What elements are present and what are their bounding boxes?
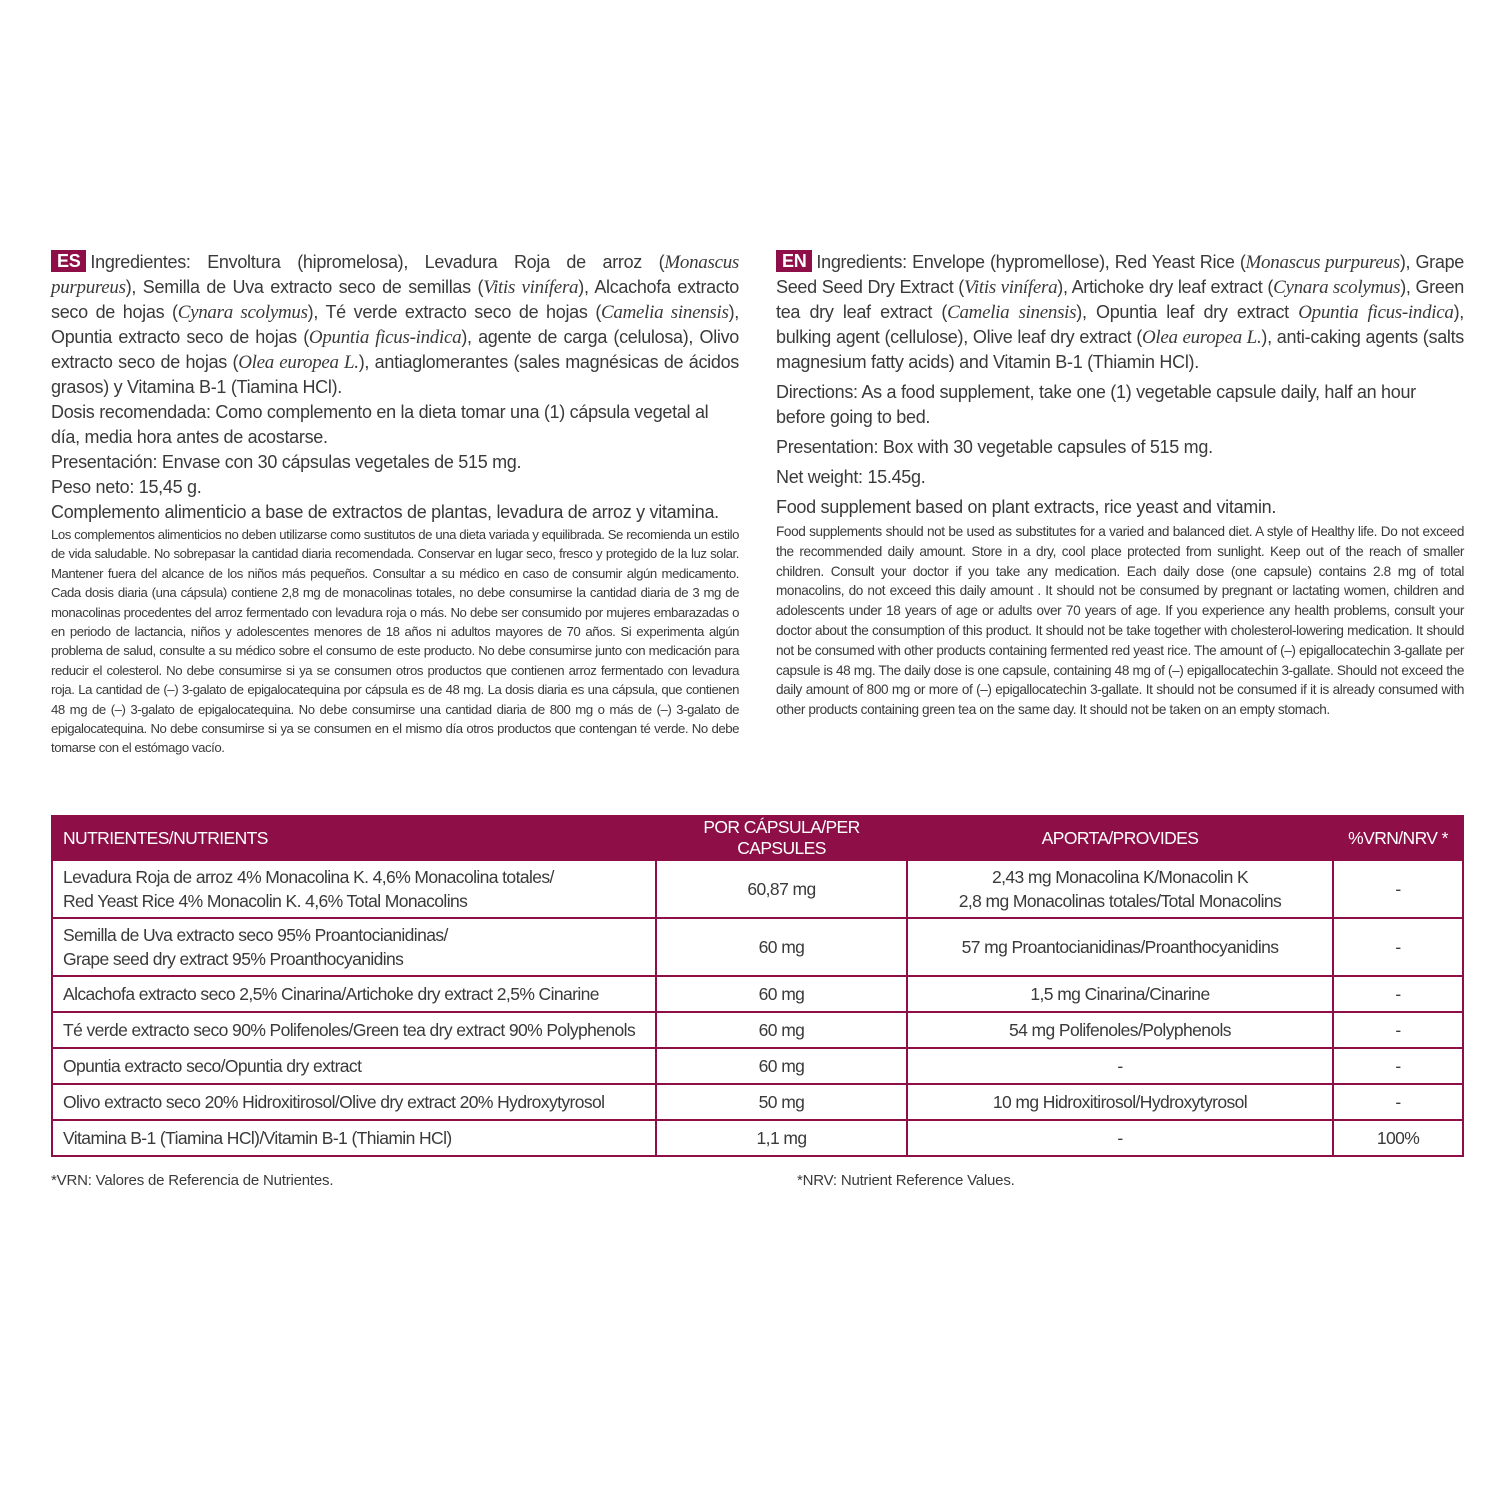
table-row bbox=[52, 918, 1463, 976]
es-dosage: Dosis recomendada: Como complemento en la dieta tomar una (1) cápsula vegetal al día, media hora antes de acostarse. bbox=[51, 402, 709, 447]
en-presentation: Presentation: Box with 30 vegetable capsules of 515 mg. bbox=[776, 437, 1213, 457]
provides-cell bbox=[907, 1012, 1333, 1048]
ingredient-text: ), bulking agent (cellulose), Olive leaf dry extract ( bbox=[776, 302, 1464, 347]
en-ingredients-text bbox=[776, 252, 1464, 372]
header-nutrients: NUTRIENTES/NUTRIENTS bbox=[52, 816, 656, 860]
table-row bbox=[52, 1012, 1463, 1048]
species-name: Cynara scolymus bbox=[1273, 277, 1401, 298]
nutrient-cell-line: Alcachofa extracto seco 2,5% Cinarina/Artichoke dry extract 2,5% Cinarine bbox=[63, 984, 599, 1004]
en-badge: EN bbox=[776, 250, 812, 272]
nutrient-cell-line: Olivo extracto seco 20% Hidroxitirosol/Olive dry extract 20% Hydroxytyrosol bbox=[63, 1092, 605, 1112]
per-capsule-cell: 60 mg bbox=[656, 976, 907, 1012]
provides-cell bbox=[907, 860, 1333, 918]
nrv-cell: - bbox=[1333, 976, 1463, 1012]
es-description: Complemento alimenticio a base de extractos de plantas, levadura de arroz y vitamina. bbox=[51, 502, 719, 522]
ingredient-text: ), Grape Seed Seed Dry Extract ( bbox=[776, 252, 1464, 297]
species-name: Monascus purpureus bbox=[1245, 252, 1400, 273]
es-presentation: Presentación: Envase con 30 cápsulas vegetales de 515 mg. bbox=[51, 452, 522, 472]
ingredient-text: ), Opuntia extracto seco de hojas ( bbox=[51, 302, 739, 347]
table-row bbox=[52, 1048, 1463, 1084]
per-capsule-cell: 60 mg bbox=[656, 918, 907, 976]
en-net-weight: Net weight: 15.45g. bbox=[776, 467, 926, 487]
nutrient-cell-line: Semilla de Uva extracto seco 95% Proantocianidinas/ bbox=[63, 925, 448, 945]
nutrient-cell bbox=[52, 1084, 656, 1120]
es-warnings: Los complementos alimenticios no deben utilizarse como sustitutos de una dieta variada y equilibrada. Se recomienda un estilo de vida saludable. No sobrepasar la cantidad diaria recomendada. Conservar en lugar seco, fresco y protegido de la luz solar. Mantener fuera del alcance de los niños más pequeños. Consultar a su médico en caso de consumir algún medicamento. Cada dosis diaria (una cápsula) contiene 2,8 mg de monacolinas totales, no debe consumirse la cantidad diaria de 3 mg de monacolinas procedentes del arroz fermentado con levadura roja o más. No debe ser consumido por mujeres embarazadas o en periodo de lactancia, niños y adolescentes menores de 18 años ni adultos mayores de 70 años. Si experimenta algún problema de salud, consulte a su médico sobre el consumo de este producto. No debe consumirse junto con medicación para reducir el colesterol. No debe consumirse si ya se consumen otros productos que contienen arroz fermentado con levadura roja. La cantidad de (–) 3-galato de epigalocatequina por cápsula es de 48 mg. La dosis diaria es una cápsula, que contienen 48 mg de (–) 3-galato de epigalocatequina. No debe consumirse una cantidad diaria de 800 mg o más de (–) 3-galato de epigalocatequina. No debe consumirse si ya se consumen en el mismo día otros productos que contengan té verde. No debe tomarse con el estómago vacío. bbox=[51, 527, 739, 756]
table-header-row bbox=[52, 816, 1463, 860]
nutrient-cell bbox=[52, 1120, 656, 1156]
species-name: Monascus purpureus bbox=[51, 252, 739, 298]
nutrient-cell bbox=[52, 1012, 656, 1048]
species-name: Olea europea L. bbox=[1141, 327, 1262, 348]
es-footnote: *VRN: Valores de Referencia de Nutrientes. bbox=[51, 1172, 334, 1189]
en-warnings: Food supplements should not be used as substitutes for a varied and balanced diet. A style of Healthy life. Do not exceed the recommended daily amount. Store in a dry, cool place protected from sunlight. Keep out of the reach of smaller children. Consult your doctor if you take any medication. Each daily dose (one capsule) contains 2.8 mg of total monacolins, do not exceed this daily amount . It should not be consumed by pregnant or lactating women, children and adolescents under 18 years of age or adults over 70 years of age. If you experience any health problems, consult your doctor about the consumption of this product. It should not be take together with cholesterol-lowering medication. It should not be consumed with other products containing fermented red yeast rice. The amount of (–) epigallocatechin 3-gallate per capsule is 48 mg. The daily dose is one capsule, containing 48 mg of (–) epigallocatechin 3-gallate. Should not exceed the daily amount of 800 mg or more of (–) epigallocatechin 3-gallate. It should not be consumed if it is already consumed with other products containing green tea on the same day. It should not be taken on an empty stomach. bbox=[776, 524, 1464, 718]
ingredient-text: ), anti-caking agents (salts magnesium fatty acids) and Vitamin B-1 (Thiamin HCl). bbox=[776, 327, 1465, 372]
provides-cell-line: 54 mg Polifenoles/Polyphenols bbox=[1009, 1020, 1231, 1040]
table-row bbox=[52, 1084, 1463, 1120]
nutrient-cell bbox=[52, 918, 656, 976]
provides-cell-line: - bbox=[1117, 1056, 1123, 1076]
ingredient-text: ), agente de carga (celulosa), Olivo extracto seco de hojas ( bbox=[51, 327, 740, 372]
header-per-capsule: POR CÁPSULA/PER CAPSULES bbox=[656, 816, 907, 860]
provides-cell-line: 10 mg Hidroxitirosol/Hydroxytyrosol bbox=[992, 1092, 1248, 1112]
ingredient-text: ), Green tea dry leaf extract ( bbox=[776, 277, 1465, 322]
species-name: Opuntia ficus-indica bbox=[308, 327, 462, 348]
ingredient-text: ), Té verde extracto seco de hojas ( bbox=[307, 302, 602, 322]
nrv-cell: - bbox=[1333, 1012, 1463, 1048]
table-row bbox=[52, 1120, 1463, 1156]
species-name: Cynara scolymus bbox=[177, 302, 308, 323]
species-name: Vitis vinífera bbox=[483, 277, 579, 298]
ingredient-text: ), Opuntia leaf dry extract bbox=[1076, 302, 1299, 322]
nutrient-cell-line: Grape seed dry extract 95% Proanthocyanidins bbox=[63, 949, 404, 969]
nutrition-table bbox=[51, 815, 1464, 1157]
es-ingredients-text bbox=[51, 252, 739, 397]
nutrient-cell-line: Vitamina B-1 (Tiamina HCl)/Vitamin B-1 (Thiamin HCl) bbox=[63, 1128, 452, 1148]
per-capsule-cell: 60 mg bbox=[656, 1048, 907, 1084]
en-footnote: *NRV: Nutrient Reference Values. bbox=[797, 1172, 1015, 1189]
species-name: Olea europea L. bbox=[238, 352, 359, 373]
nutrient-cell-line: Red Yeast Rice 4% Monacolin K. 4,6% Total Monacolins bbox=[63, 891, 468, 911]
table-body bbox=[52, 860, 1463, 1156]
nutrient-cell bbox=[52, 860, 656, 918]
per-capsule-cell: 60,87 mg bbox=[656, 860, 907, 918]
nutrient-cell-line: Opuntia extracto seco/Opuntia dry extract bbox=[63, 1056, 362, 1076]
spanish-column bbox=[51, 250, 739, 758]
provides-cell-line: - bbox=[1117, 1128, 1123, 1148]
es-badge: ES bbox=[51, 250, 86, 272]
table-row bbox=[52, 860, 1463, 918]
nrv-cell: - bbox=[1333, 1048, 1463, 1084]
provides-cell-line: 2,8 mg Monacolinas totales/Total Monacolins bbox=[958, 891, 1282, 911]
per-capsule-cell: 60 mg bbox=[656, 1012, 907, 1048]
ingredient-text: ), antiaglomerantes (sales magnésicas de ácidos grasos) y Vitamina B-1 (Tiamina HCl). bbox=[51, 352, 740, 397]
es-ingredients bbox=[51, 250, 739, 400]
table-row bbox=[52, 976, 1463, 1012]
provides-cell-line: 57 mg Proantocianidinas/Proanthocyanidins bbox=[961, 937, 1279, 957]
provides-cell-line: 2,43 mg Monacolina K/Monacolin K bbox=[991, 867, 1249, 887]
provides-cell-line: 1,5 mg Cinarina/Cinarine bbox=[1030, 984, 1210, 1004]
ingredient-text: ), Semilla de Uva extracto seco de semillas ( bbox=[125, 277, 484, 297]
nutrient-cell-line: Levadura Roja de arroz 4% Monacolina K. 4,6% Monacolina totales/ bbox=[63, 867, 554, 887]
nutrient-cell bbox=[52, 1048, 656, 1084]
nutrient-cell bbox=[52, 976, 656, 1012]
per-capsule-cell: 50 mg bbox=[656, 1084, 907, 1120]
per-capsule-cell: 1,1 mg bbox=[656, 1120, 907, 1156]
ingredient-text: ), Artichoke dry leaf extract ( bbox=[1057, 277, 1274, 297]
en-description: Food supplement based on plant extracts, rice yeast and vitamin. bbox=[776, 497, 1277, 517]
header-nrv: %VRN/NRV * bbox=[1333, 816, 1463, 860]
nrv-cell: - bbox=[1333, 860, 1463, 918]
species-name: Vitis vinífera bbox=[964, 277, 1058, 298]
english-column bbox=[776, 250, 1464, 720]
nrv-cell: - bbox=[1333, 918, 1463, 976]
ingredient-text: ), Alcachofa extracto seco de hojas ( bbox=[51, 277, 739, 322]
nrv-cell: - bbox=[1333, 1084, 1463, 1120]
species-name: Opuntia ficus-indica bbox=[1298, 302, 1454, 323]
ingredient-text: Ingredientes: Envoltura (hipromelosa), Levadura Roja de arroz ( bbox=[90, 252, 665, 272]
header-provides: APORTA/PROVIDES bbox=[907, 816, 1333, 860]
provides-cell bbox=[907, 1120, 1333, 1156]
provides-cell bbox=[907, 976, 1333, 1012]
es-net-weight: Peso neto: 15,45 g. bbox=[51, 477, 202, 497]
species-name: Camelia sinensis bbox=[601, 302, 729, 323]
provides-cell bbox=[907, 1048, 1333, 1084]
ingredient-text: Ingredients: Envelope (hypromellose), Red Yeast Rice ( bbox=[816, 252, 1246, 272]
provides-cell bbox=[907, 918, 1333, 976]
en-ingredients bbox=[776, 250, 1464, 375]
provides-cell bbox=[907, 1084, 1333, 1120]
species-name: Camelia sinensis bbox=[947, 302, 1077, 323]
nrv-cell: 100% bbox=[1333, 1120, 1463, 1156]
nutrient-cell-line: Té verde extracto seco 90% Polifenoles/Green tea dry extract 90% Polyphenols bbox=[63, 1020, 636, 1040]
en-dosage: Directions: As a food supplement, take one (1) vegetable capsule daily, half an hour before going to bed. bbox=[776, 382, 1416, 427]
